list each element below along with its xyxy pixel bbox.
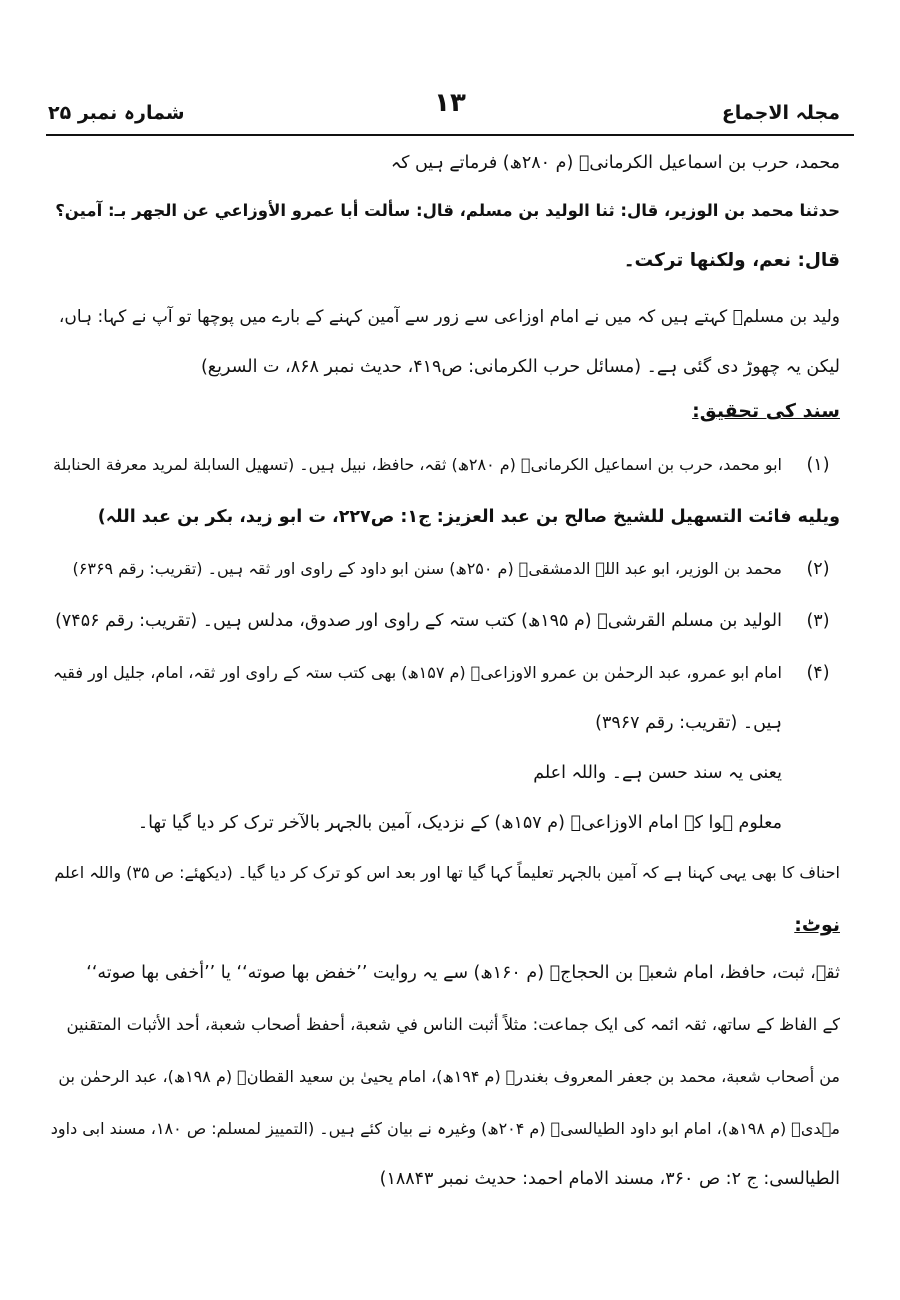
narrator-item-1-line-2: ويليه فائت التسهيل للشيخ صالح بن عبد العزيز: ج۱: ص۲۲۷، ت ابو زید، بکر بن عبد اللہ) [97, 507, 840, 527]
item-number: (۴) [806, 663, 830, 683]
intro-line: محمد، حرب بن اسماعیل الکرمانیؒ (م ۲۸۰ھ) فرماتے ہیں کہ [390, 153, 840, 173]
conclusion-line-3: احناف کا بھی یہی کہنا ہے کہ آمین بالجہر تعلیماً کہا گیا تھا اور بعد اس کو ترک کر دیا گیا۔ (دیکھئے: ص ۳۵) واللہ اعلم [54, 863, 840, 882]
conclusion-line-1: یعنی یہ سند حسن ہے۔ واللہ اعلم [533, 763, 782, 783]
conclusion-line-2: معلوم ہوا کہ امام الاوزاعیؒ (م ۱۵۷ھ) کے نزدیک، آمین بالجہر بالآخر ترک کر دیا گیا تھا۔ [137, 813, 782, 833]
note-line-3: من أصحاب شعبة، محمد بن جعفر المعروف بغندرؒ (م ۱۹۴ھ)، امام یحییٰ بن سعید القطانؒ (م ۱۹۸ھ)، عبد الرحمٰن بن [58, 1067, 840, 1086]
note-line-2: کے الفاظ کے ساتھ، ثقہ ائمہ کی ایک جماعت: مثلاً أثبت الناس في شعبة، أحفظ أصحاب شعبة، أحد الأثبات المتقنين [66, 1015, 840, 1034]
narrator-item-4-line-2: ہیں۔ (تقریب: رقم ۳۹۶۷) [595, 713, 782, 733]
note-heading: نوٹ: [794, 914, 840, 936]
narrator-item-1-line-1: ابو محمد، حرب بن اسماعیل الکرمانیؒ (م ۲۸۰ھ) ثقہ، حافظ، نبیل ہیں۔ (تسهيل السابلة لمريد معرفة الحنابلة [52, 455, 782, 474]
note-line-4: مہدیؒ (م ۱۹۸ھ)، امام ابو داود الطیالسیؒ (م ۲۰۴ھ) وغیرہ نے بیان کئے ہیں۔ (التمییز لمسلم: ص ۱۸۰، مسند ابی داود [50, 1119, 840, 1138]
journal-title: مجلہ الاجماع [721, 102, 840, 124]
header-divider [46, 134, 854, 136]
narrator-item-4-line-1: امام ابو عمرو، عبد الرحمٰن بن عمرو الاوزاعیؒ (م ۱۵۷ھ) بھی کتب ستہ کے راوی اور ثقہ، امام، جلیل اور فقیہ [53, 663, 782, 682]
translation-line-1: ولید بن مسلمؒ کہتے ہیں کہ میں نے امام اوزاعی سے زور سے آمین کہنے کے بارے میں پوچھا تو آپ نے کہا: ہاں، [58, 307, 840, 327]
issue-number: شمارہ نمبر ۲۵ [48, 102, 185, 124]
item-number: (۱) [806, 455, 830, 475]
item-number: (۲) [806, 559, 830, 579]
page-number: ۱۳ [434, 88, 466, 118]
sanad-heading: سند کی تحقیق: [692, 400, 840, 422]
translation-line-2: لیکن یہ چھوڑ دی گئی ہے۔ (مسائل حرب الکرمانی: ص۴۱۹، حدیث نمبر ۸۶۸، ت السریع) [200, 357, 840, 377]
item-number: (۳) [806, 611, 830, 631]
arabic-narration-line-2: قال: نعم، ولكنها تركت۔ [623, 250, 840, 271]
note-line-5: الطیالسی: ج ۲: ص ۳۶۰، مسند الامام احمد: حدیث نمبر ۱۸۸۴۳) [379, 1169, 840, 1189]
narrator-item-2-line-1: محمد بن الوزیر، ابو عبد اللہ الدمشقیؒ (م ۲۵۰ھ) سنن ابو داود کے راوی اور ثقہ ہیں۔ (تقریب: رقم ۶۳۶۹) [72, 559, 782, 578]
note-line-1: ثقہ، ثبت، حافظ، امام شعبۃ بن الحجاجؒ (م ۱۶۰ھ) سے یہ روایت ’’خفض بها صوته‘‘ یا ’’أخفی بها صوته‘‘ [86, 963, 840, 983]
narrator-item-3-line-1: الولید بن مسلم القرشیؒ (م ۱۹۵ھ) کتب ستہ کے راوی اور صدوق، مدلس ہیں۔ (تقریب: رقم ۷۴۵۶) [55, 611, 782, 631]
arabic-narration-line-1: حدثنا محمد بن الوزير، قال: ثنا الوليد بن مسلم، قال: سألت أبا عمرو الأوزاعي عن الجهر بـ: آمين؟ [55, 201, 840, 220]
